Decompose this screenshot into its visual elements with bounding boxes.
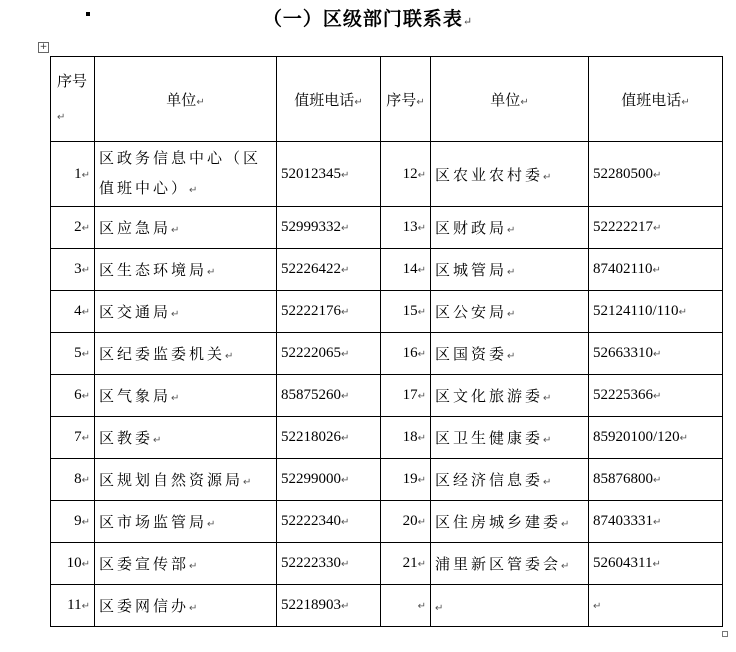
unit-cell: 区市场监管局↵	[95, 501, 277, 543]
seq-cell: 5↵	[51, 333, 95, 375]
phone-cell: 52226422↵	[277, 249, 381, 291]
unit-cell: 区农业农村委↵	[431, 142, 589, 207]
phone-cell: 52999332↵	[277, 207, 381, 249]
header-unit: 单位↵	[95, 57, 277, 142]
phone-cell: 52218903↵	[277, 585, 381, 627]
unit-cell: 区教委↵	[95, 417, 277, 459]
seq-cell: 17↵	[381, 375, 431, 417]
table-row	[51, 333, 723, 375]
header-phone: 值班电话↵	[277, 57, 381, 142]
seq-cell: 10↵	[51, 543, 95, 585]
table-row	[51, 375, 723, 417]
unit-cell: 区公安局↵	[431, 291, 589, 333]
unit-cell: 区城管局↵	[431, 249, 589, 291]
unit-cell: 区生态环境局↵	[95, 249, 277, 291]
seq-cell: 13↵	[381, 207, 431, 249]
table-resize-handle[interactable]	[722, 631, 728, 637]
unit-cell: 区经济信息委↵	[431, 459, 589, 501]
page-title: （一）区级部门联系表↵	[262, 8, 474, 30]
phone-cell: 52299000↵	[277, 459, 381, 501]
seq-cell: 21↵	[381, 543, 431, 585]
seq-cell: 11↵	[51, 585, 95, 627]
phone-cell: 52222065↵	[277, 333, 381, 375]
table-move-handle-icon[interactable]: +	[39, 42, 48, 52]
seq-cell: 20↵	[381, 501, 431, 543]
unit-cell: 区政务信息中心（区值班中心）↵	[95, 142, 277, 207]
table-header-row	[51, 57, 723, 142]
seq-cell: 2↵	[51, 207, 95, 249]
table-row	[51, 501, 723, 543]
phone-cell: 52280500↵	[589, 142, 723, 207]
unit-cell: 区财政局↵	[431, 207, 589, 249]
table-row	[51, 417, 723, 459]
unit-cell: 区规划自然资源局↵	[95, 459, 277, 501]
table-row	[51, 142, 723, 207]
phone-cell: 52124110/110↵	[589, 291, 723, 333]
table-row	[51, 543, 723, 585]
phone-cell: 85876800↵	[589, 459, 723, 501]
phone-cell: 52225366↵	[589, 375, 723, 417]
phone-cell: 85875260↵	[277, 375, 381, 417]
seq-cell: 1↵	[51, 142, 95, 207]
seq-cell: 14↵	[381, 249, 431, 291]
phone-cell: 52012345↵	[277, 142, 381, 207]
header-seq: 序号↵	[51, 57, 95, 142]
page-title-text: （一）区级部门联系表	[262, 8, 463, 30]
seq-cell: 8↵	[51, 459, 95, 501]
phone-cell: 52604311↵	[589, 543, 723, 585]
header-unit-2: 单位↵	[431, 57, 589, 142]
seq-cell: 12↵	[381, 142, 431, 207]
unit-cell: 区国资委↵	[431, 333, 589, 375]
unit-cell: 区纪委监委机关↵	[95, 333, 277, 375]
phone-cell: 85920100/120↵	[589, 417, 723, 459]
phone-cell: 52222340↵	[277, 501, 381, 543]
seq-cell: ↵	[381, 585, 431, 627]
phone-cell: 52218026↵	[277, 417, 381, 459]
seq-cell: 6↵	[51, 375, 95, 417]
header-phone-2: 值班电话↵	[589, 57, 723, 142]
unit-cell: 区应急局↵	[95, 207, 277, 249]
phone-cell: 52222176↵	[277, 291, 381, 333]
unit-cell: 区交通局↵	[95, 291, 277, 333]
table-row	[51, 585, 723, 627]
table-row	[51, 249, 723, 291]
phone-cell: 52222217↵	[589, 207, 723, 249]
phone-cell: 52222330↵	[277, 543, 381, 585]
table-row	[51, 207, 723, 249]
unit-cell: 区气象局↵	[95, 375, 277, 417]
unit-cell: 区委宣传部↵	[95, 543, 277, 585]
unit-cell: 浦里新区管委会↵	[431, 543, 589, 585]
phone-cell: 87402110↵	[589, 249, 723, 291]
unit-cell: ↵	[431, 585, 589, 627]
seq-cell: 7↵	[51, 417, 95, 459]
seq-cell: 18↵	[381, 417, 431, 459]
table-row	[51, 459, 723, 501]
table-row	[51, 291, 723, 333]
seq-cell: 19↵	[381, 459, 431, 501]
phone-cell: 52663310↵	[589, 333, 723, 375]
phone-cell: 87403331↵	[589, 501, 723, 543]
header-seq-2: 序号↵	[381, 57, 431, 142]
seq-cell: 3↵	[51, 249, 95, 291]
unit-cell: 区文化旅游委↵	[431, 375, 589, 417]
unit-cell: 区卫生健康委↵	[431, 417, 589, 459]
contact-table	[50, 56, 723, 627]
unit-cell: 区住房城乡建委↵	[431, 501, 589, 543]
seq-cell: 9↵	[51, 501, 95, 543]
unit-cell: 区委网信办↵	[95, 585, 277, 627]
phone-cell: ↵	[589, 585, 723, 627]
seq-cell: 15↵	[381, 291, 431, 333]
seq-cell: 4↵	[51, 291, 95, 333]
seq-cell: 16↵	[381, 333, 431, 375]
